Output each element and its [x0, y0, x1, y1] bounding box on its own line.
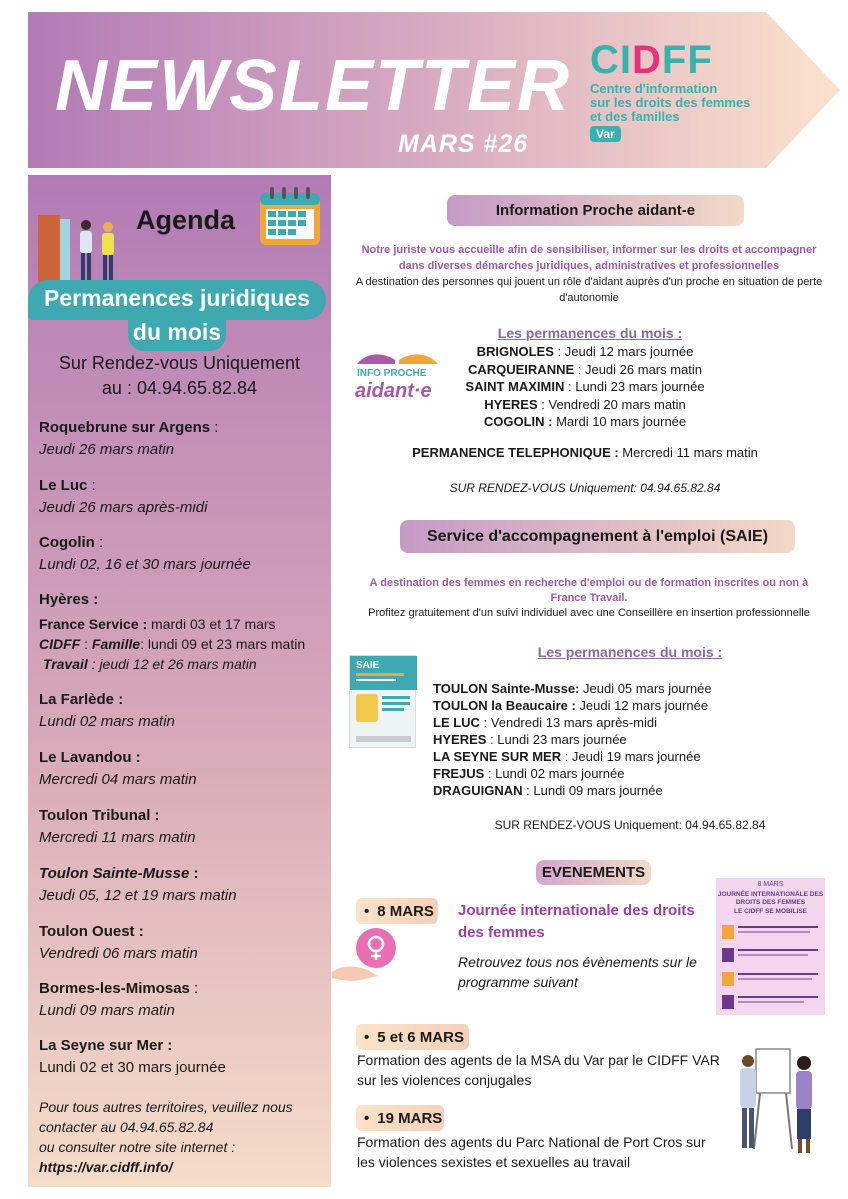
event-3-description: Formation des agents du Parc National de Port Cros sur les violences sexistes et sexuelles au travail [357, 1134, 706, 1170]
header-banner [28, 12, 840, 168]
saie-perm-la-seyne: LA SEYNE SUR MER : Jeudi 19 mars journée [433, 749, 701, 764]
saie-intro-1: A destination des femmes en recherche d'emploi ou de formation inscrites ou non à [369, 577, 809, 589]
saie-perm-hyeres: HYERES : Lundi 23 mars journée [433, 732, 627, 747]
saie-perm-title: Les permanences du mois : [537, 644, 723, 660]
event-1-date: • 8 MARS [356, 898, 438, 924]
location-toulon-ouest: Toulon Ouest : Vendredi 06 mars matin [39, 923, 198, 962]
saie-perm-frejus: FREJUS : Lundi 02 mars journée [433, 766, 625, 781]
location-cogolin: Cogolin : Lundi 02, 16 et 30 mars journée [39, 534, 251, 573]
event-1-title: Journée internationale des droits des femmes [458, 902, 695, 941]
aidant-intro-2: dans diverses démarches juridiques, administratives et professionnelles [398, 260, 780, 272]
logo-var-badge: Var [590, 126, 621, 142]
permanences-title: Permanences juridiques [44, 285, 310, 311]
contact-note: Pour tous autres territoires, veuillez nous contacter au 04.94.65.82.84 ou consulter notre site internet : https://var.cidff.info/ [39, 1097, 324, 1177]
events-section-title: EVENEMENTS [536, 860, 651, 885]
location-le-lavandou: Le Lavandou : Mercredi 04 mars matin [39, 749, 197, 788]
aidant-perm-carqueiranne: CARQUEIRANNE : Jeudi 26 mars matin [467, 362, 703, 377]
location-bormes: Bormes-les-Mimosas : Lundi 09 mars matin [39, 980, 199, 1019]
saie-flyer-image: SAIE [349, 655, 416, 748]
aidant-rdv: SUR RENDEZ-VOUS Uniquement: 04.94.65.82.84 [449, 481, 721, 495]
aidant-telephone: PERMANENCE TELEPHONIQUE : Mercredi 11 mars matin [412, 445, 758, 460]
location-le-luc: Le Luc : Jeudi 26 mars après-midi [39, 477, 208, 516]
aidant-perm-title: Les permanences du mois : [497, 325, 683, 341]
aidant-intro-3: A destination des personnes qui jouent un rôle d'aidant auprès d'un proche en situation de perte [355, 276, 823, 288]
saie-perm-le-luc: LE LUC : Vendredi 13 mars après-midi [433, 715, 657, 730]
event-3-date: • 19 MARS [356, 1105, 444, 1131]
hands-icon [355, 350, 440, 370]
permanences-subtitle: du mois [132, 319, 222, 345]
location-toulon-sainte-musse: Toulon Sainte-Musse : Jeudi 05, 12 et 19 mars matin [39, 865, 237, 904]
event-1-description: Retrouvez tous nos évènements sur le programme suivant [458, 954, 697, 990]
rdv-line: Sur Rendez-vous Uniquement [58, 353, 301, 373]
event-2-description: Formation des agents de la MSA du Var par le CIDFF VAR sur les violences conjugales [357, 1052, 720, 1088]
aidant-intro-1: Notre juriste vous accueille afin de sensibiliser, informer sur les droits et accompagner [361, 244, 817, 256]
agenda-title: Agenda [136, 205, 236, 235]
aidant-perm-brignoles: BRIGNOLES : Jeudi 12 mars journée [476, 344, 694, 359]
event-2-date: • 5 et 6 MARS [356, 1024, 469, 1050]
aidant-perm-hyeres: HYERES : Vendredi 20 mars matin [484, 397, 686, 412]
training-people-icon [728, 1045, 823, 1160]
rdv-phone: au : 04.94.65.82.84 [101, 378, 258, 398]
logo-wordmark: CIDFF [590, 38, 713, 82]
location-toulon-tribunal: Toulon Tribunal : Mercredi 11 mars matin [39, 807, 196, 846]
saie-intro-3: Profitez gratuitement d'un suivi individuel avec une Conseillère en insertion professionnelle [368, 607, 810, 619]
aidant-intro-4: d'autonomie [559, 292, 619, 304]
location-roquebrune: Roquebrune sur Argens : Jeudi 26 mars matin [39, 419, 219, 458]
saie-section-title: Service d'accompagnement à l'emploi (SAIE) [400, 520, 795, 553]
calendar-icon [256, 183, 324, 249]
feminism-symbol-icon [330, 920, 400, 990]
logo-subtitle: Centre d'information sur les droits des femmes et des familles [590, 81, 751, 124]
info-proche-aidant-logo: INFO PROCHE aidant·e [355, 350, 440, 405]
aidant-section-title: Information Proche aidant-e [447, 195, 744, 226]
location-la-farlede: La Farlède : Lundi 02 mars matin [39, 691, 175, 730]
cidff-logo [590, 40, 790, 143]
saie-intro-2: France Travail. [550, 592, 628, 604]
saie-rdv: SUR RENDEZ-VOUS Uniquement: 04.94.65.82.84 [494, 818, 766, 832]
location-hyeres: Hyères : France Service : mardi 03 et 17 mars CIDFF : Famille: lundi 09 et 23 mars matin Travail : jeudi 12 et 26 mars matin [39, 591, 306, 672]
aidant-perm-saint-maximin: SAINT MAXIMIN : Lundi 23 mars journée [465, 379, 705, 394]
journee-femmes-poster: 8 MARS JOURNÉE INTERNATIONALE DES DROITS DES FEMMES LE CIDFF SE MOBILISE [716, 878, 825, 1015]
website-link[interactable]: https://var.cidff.info/ [39, 1159, 173, 1175]
issue-number: MARS #26 [398, 130, 529, 158]
saie-perm-toulon-sainte-musse: TOULON Sainte-Musse: Jeudi 05 mars journée [433, 681, 712, 696]
people-door-icon [36, 205, 126, 285]
agenda-sidebar [28, 175, 331, 1187]
saie-perm-draguignan: DRAGUIGNAN : Lundi 09 mars journée [433, 783, 663, 798]
location-la-seyne: La Seyne sur Mer : Lundi 02 et 30 mars journée [39, 1037, 226, 1076]
aidant-perm-cogolin: COGOLIN : Mardi 10 mars journée [483, 414, 687, 429]
saie-perm-toulon-beaucaire: TOULON la Beaucaire : Jeudi 12 mars journée [433, 698, 709, 713]
newsletter-title: NEWSLETTER [55, 46, 571, 126]
